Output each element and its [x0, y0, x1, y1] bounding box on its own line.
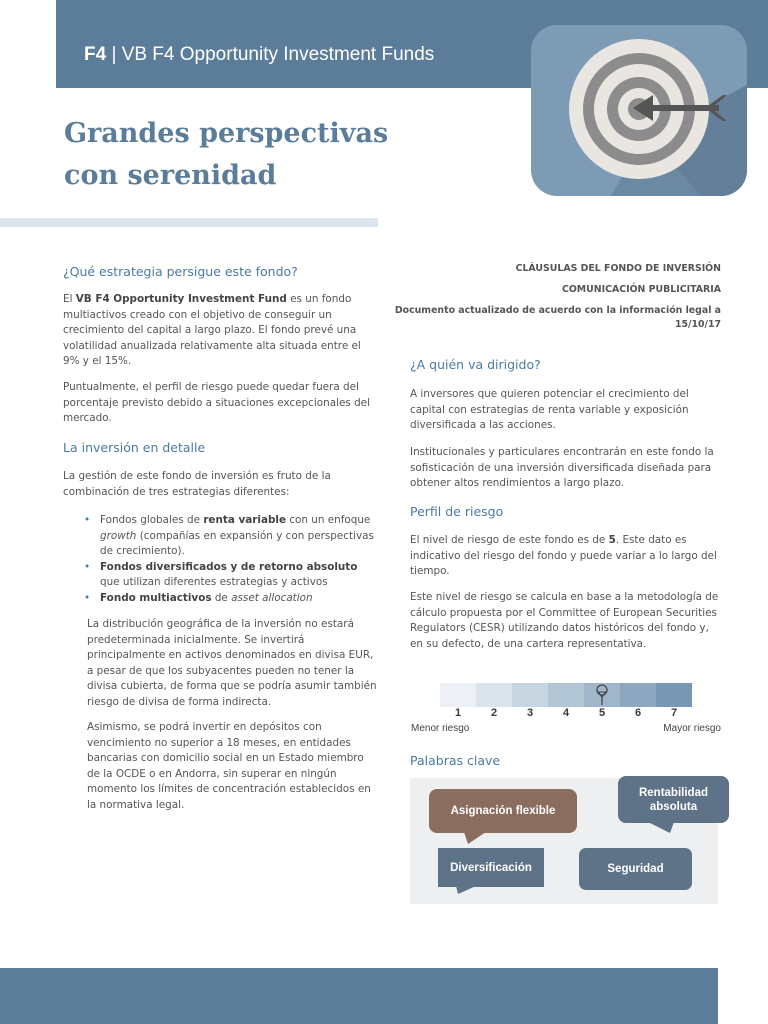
- risk-heading: Perfil de riesgo: [410, 504, 504, 519]
- risk-cell-4: [548, 683, 584, 707]
- audience-paragraph-1: A inversores que quieren potenciar el crecimiento del capital con estrategias de renta variable y exposición diversificada a las acciones.: [410, 388, 689, 431]
- detail-paragraph-geography: La distribución geográfica de la inversión no estará predeterminada inicialmente. Se invertirá principalmente en activos denominados en divisa EUR, a pesar de que los subyacentes pueden no tener la divisa cubierta, de forma que se podría asumir también riesgo de divisa de forma indirecta.: [87, 618, 377, 708]
- target-icon: [531, 25, 747, 196]
- strategy-list: [84, 513, 378, 606]
- risk-paragraph-2: Este nivel de riesgo se calcula en base a la metodología de cálculo propuesta por el Committee of European Securities Regulators (CESR) utilizando datos históricos del fondo y, en su defecto, de una cartera representativa.: [410, 591, 719, 650]
- risk-cell-2: [476, 683, 512, 707]
- risk-scale-number: 1: [454, 707, 462, 719]
- fund-name-bold: VB F4 Opportunity Investment Fund: [75, 293, 287, 305]
- page-title-line-2: con serenidad: [64, 160, 277, 191]
- header-brand: F4: [84, 44, 107, 65]
- header-title: [84, 44, 434, 66]
- comunicacion-label: COMUNICACIÓN PUBLICITARIA: [561, 284, 721, 295]
- keyword-asignacion-flexible: Asignación flexible: [429, 789, 577, 833]
- keyword-asignacion-tail: [464, 832, 486, 846]
- header-fund-name: VB F4 Opportunity Investment Funds: [121, 44, 435, 65]
- risk-scale-number: 5: [598, 707, 606, 719]
- detail-heading: La inversión en detalle: [63, 440, 206, 455]
- document-date-line-2: 15/10/17: [675, 319, 721, 330]
- risk-cell-1: [440, 683, 476, 707]
- strategy-paragraph-1: El VB F4 Opportunity Investment Fund es un fondo multiactivos creado con el objetivo de conseguir un crecimiento del capital a largo plazo. El fondo prevé una volatilidad anualizada relativamente alta situada entre el 9% y el 15%.: [63, 293, 361, 367]
- list-item: • Fondo multiactivos de asset allocation: [100, 591, 378, 607]
- risk-scale-number: 4: [562, 707, 570, 719]
- audience-paragraph-2: Institucionales y particulares encontrarán en este fondo la sofisticación de una inversión diversificada diseñada para obtener altos rendimientos a largo plazo.: [410, 446, 714, 489]
- keyword-seguridad: Seguridad: [579, 848, 692, 890]
- header-separator: |: [111, 44, 117, 65]
- list-item: • Fondos diversificados y de retorno absoluto que utilizan diferentes estrategias y activos: [84, 560, 358, 588]
- heading-divider: [0, 218, 378, 227]
- keyword-diversificacion: Diversificación: [438, 848, 544, 887]
- detail-paragraph-deposits: Asimismo, se podrá invertir en depósitos con vencimiento no superior a 18 meses, en entidades bancarias con domicilio social en un Estado miembro de la OCDE o en Andorra, sin superar en ningún momento los límites de concentración establecidos en la normativa legal.: [87, 721, 371, 811]
- risk-level-pin-icon: [595, 684, 609, 706]
- keywords-panel: [410, 778, 718, 904]
- keyword-diversificacion-tail: [456, 886, 476, 895]
- risk-scale-number: 7: [670, 707, 678, 719]
- risk-min-label: Menor riesgo: [411, 723, 470, 734]
- risk-scale-number: 6: [634, 707, 642, 719]
- risk-cell-5: [584, 683, 620, 707]
- risk-cell-7: [656, 683, 692, 707]
- clausulas-label: CLÁUSULAS DEL FONDO DE INVERSIÓN: [515, 263, 721, 274]
- page-title-line-1: Grandes perspectivas: [64, 118, 389, 149]
- risk-paragraph-1: El nivel de riesgo de este fondo es de 5. Este dato es indicativo del riesgo del fondo y puede variar a lo largo del tiempo.: [410, 534, 717, 577]
- bullet-icon: •: [84, 514, 91, 526]
- risk-max-label: Mayor riesgo: [663, 723, 721, 734]
- keywords-heading: Palabras clave: [410, 753, 501, 768]
- detail-intro: La gestión de este fondo de inversión es fruto de la combinación de tres estrategias diferentes:: [63, 470, 331, 498]
- risk-scale-number: 2: [490, 707, 498, 719]
- risk-cell-6: [620, 683, 656, 707]
- risk-scale-number: 3: [526, 707, 534, 719]
- strategy-heading: ¿Qué estrategia persigue este fondo?: [63, 264, 298, 279]
- risk-level-value: 5: [608, 534, 616, 546]
- audience-heading: ¿A quién va dirigido?: [410, 357, 541, 372]
- footer-band: [0, 968, 718, 1024]
- bullet-icon: •: [84, 591, 91, 604]
- bullet-icon: •: [84, 560, 91, 573]
- list-item: • Fondos globales de renta variable con un enfoque growth (compañías en expansión y con perspectivas de crecimiento).: [84, 514, 374, 557]
- risk-scale: [440, 683, 692, 707]
- strategy-paragraph-2: Puntualmente, el perfil de riesgo puede quedar fuera del porcentaje previsto debido a situaciones excepcionales del mercado.: [63, 381, 370, 424]
- risk-cell-3: [512, 683, 548, 707]
- document-date-line-1: Documento actualizado de acuerdo con la información legal a: [394, 305, 721, 316]
- keyword-rentabilidad-tail: [648, 822, 674, 834]
- keyword-rentabilidad-absoluta: Rentabilidad absoluta: [618, 776, 729, 823]
